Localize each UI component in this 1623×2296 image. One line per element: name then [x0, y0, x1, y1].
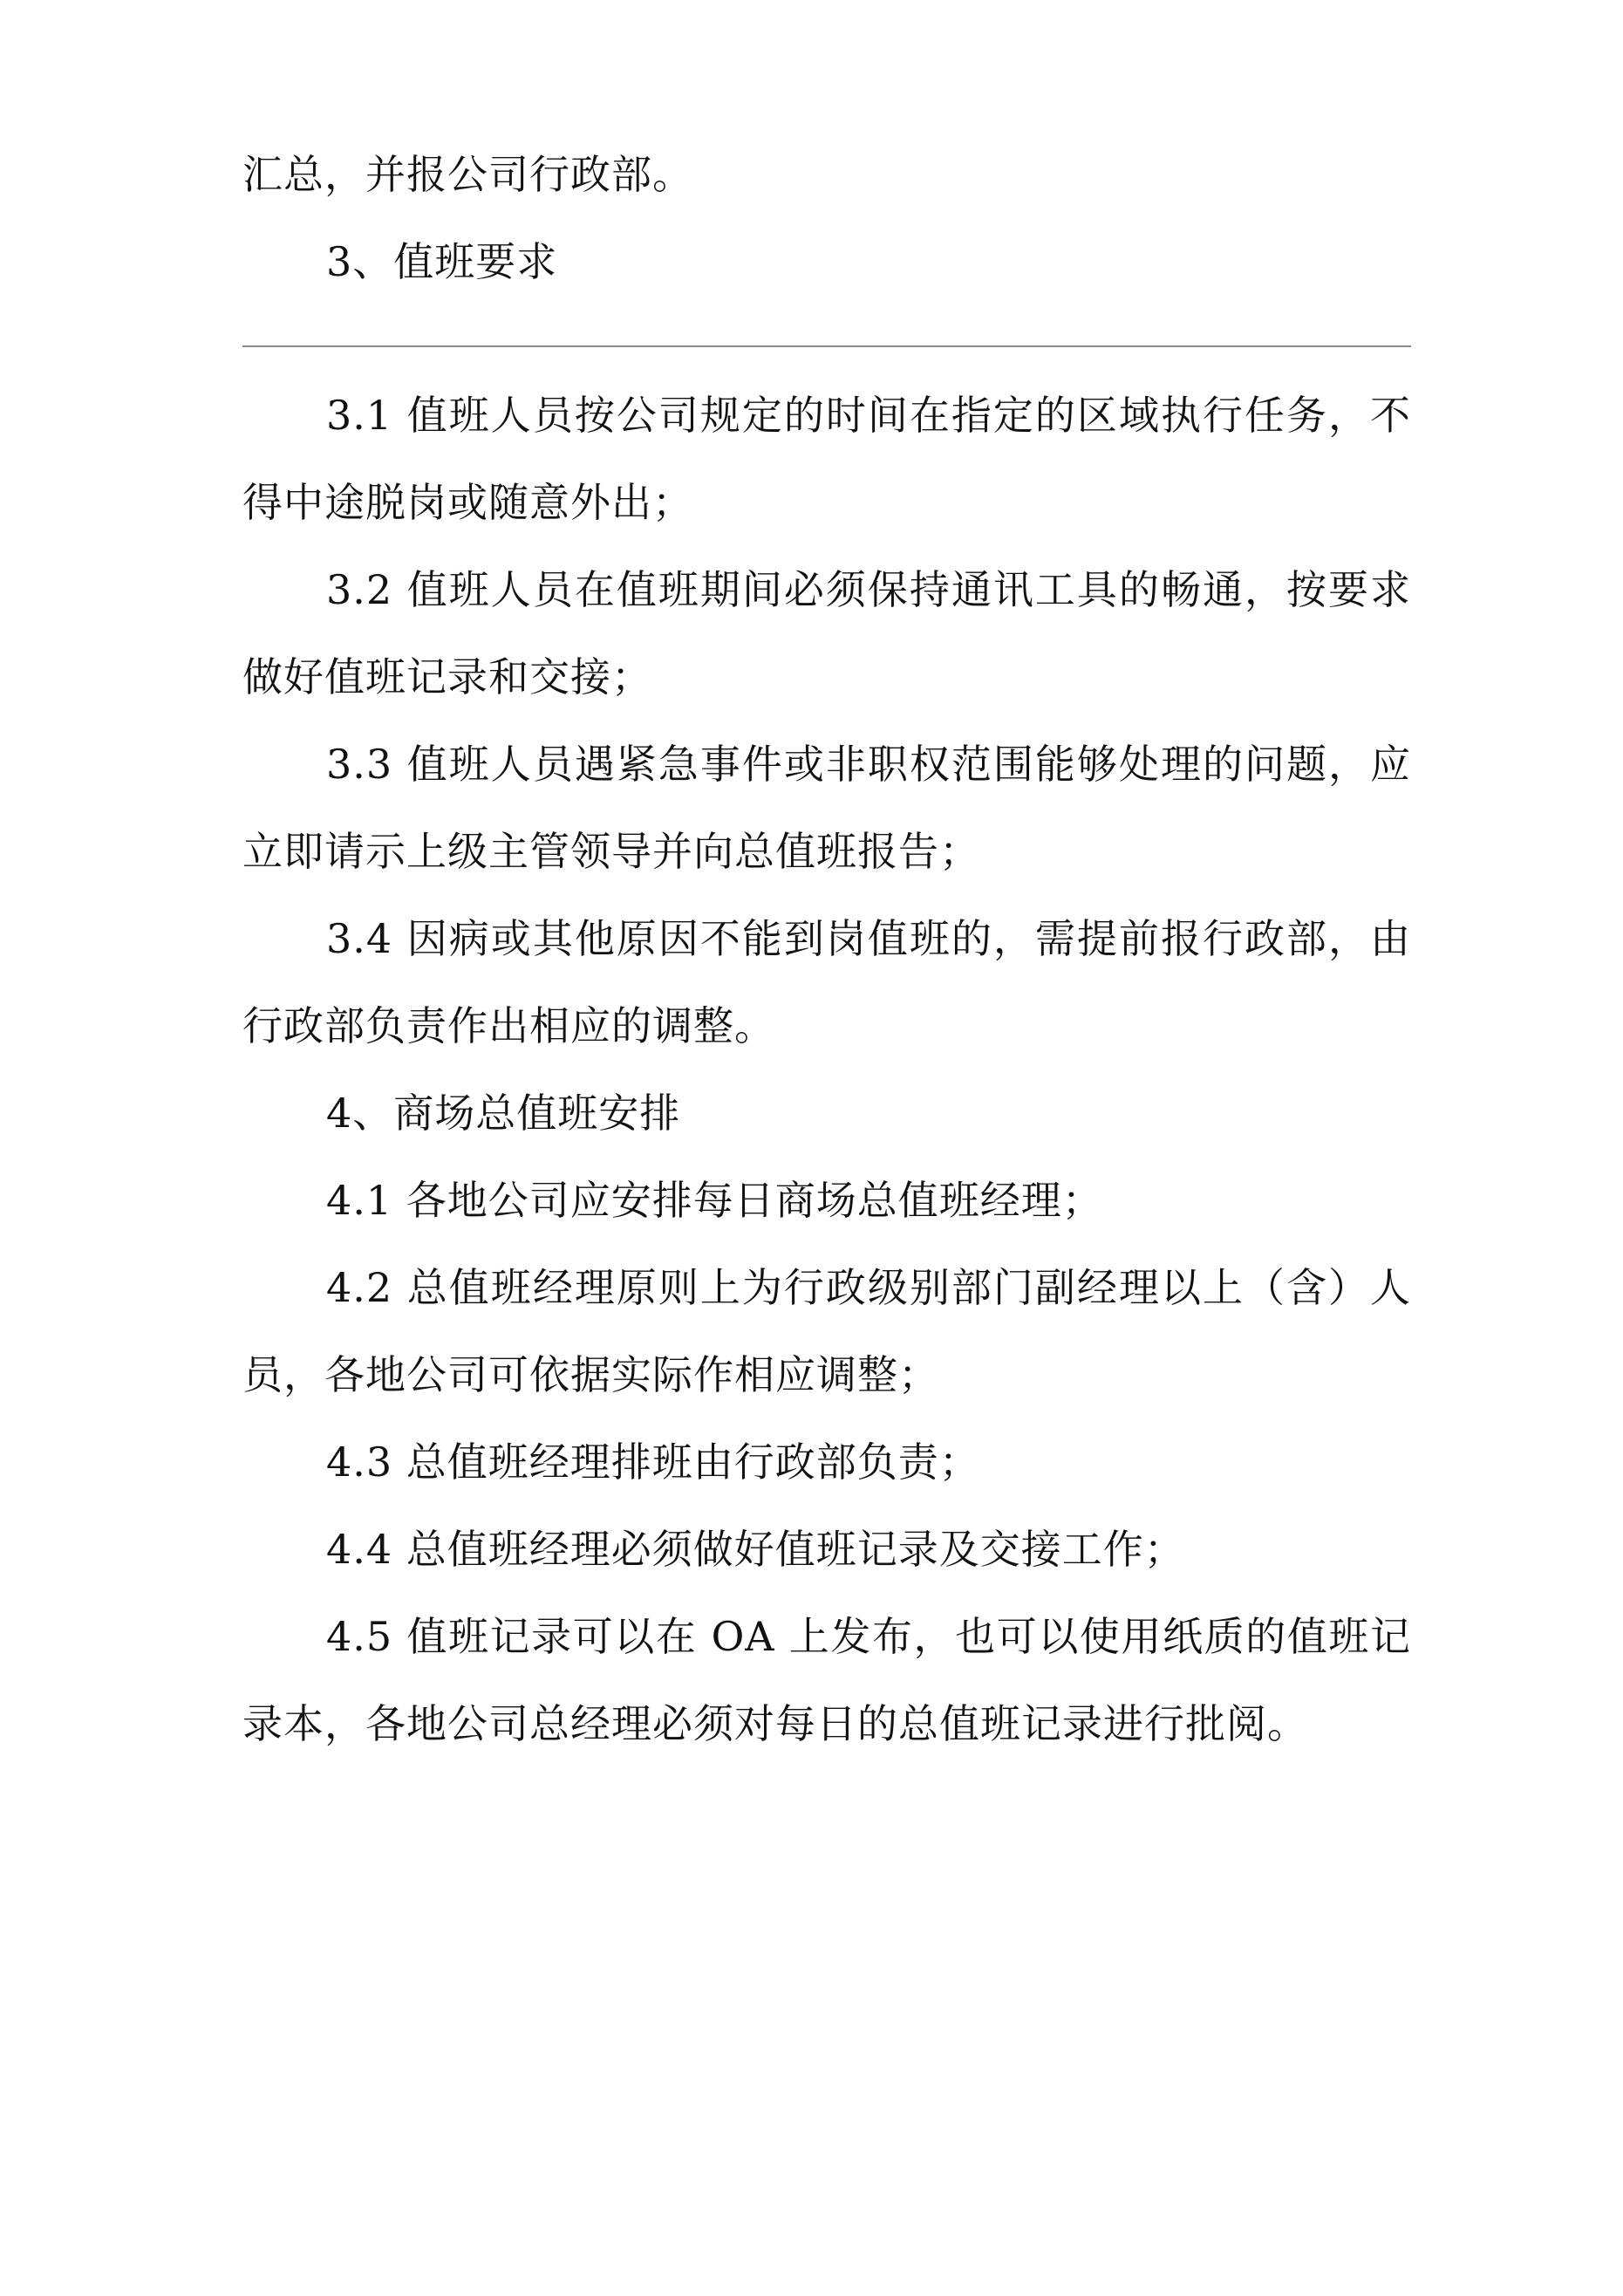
paragraph-4-2: 4.2 总值班经理原则上为行政级别部门副经理以上（含）人员，各地公司可依据实际作相应调整；	[242, 1264, 1411, 1398]
paragraph-top-0: 汇总，并报公司行政部。	[242, 151, 693, 198]
paragraph-4-3: 4.3 总值班经理排班由行政部负责；	[326, 1438, 980, 1486]
paragraph-3-4: 3.4 因病或其他原因不能到岗值班的，需提前报行政部，由行政部负责作出相应的调整。	[242, 915, 1411, 1049]
section-heading-duty-requirements: 3、值班要求	[326, 238, 558, 285]
paragraph-3-1: 3.1 值班人员按公司规定的时间在指定的区域执行任务，不得中途脱岗或随意外出；	[242, 392, 1411, 526]
paragraph-4-4: 4.4 总值班经理必须做好值班记录及交接工作；	[326, 1526, 1185, 1573]
paragraph-3-2: 3.2 值班人员在值班期间必须保持通讯工具的畅通，按要求做好值班记录和交接；	[242, 566, 1411, 700]
section-heading-mall-duty: 4、商场总值班安排	[326, 1090, 681, 1137]
paragraph-4-1: 4.1 各地公司应安排每日商场总值班经理；	[326, 1177, 1103, 1224]
paragraph-3-3: 3.3 值班人员遇紧急事件或非职权范围能够处理的问题，应立即请示上级主管领导并向总值班报告；	[242, 741, 1411, 875]
paragraph-4-5: 4.5 值班记录可以在 OA 上发布，也可以使用纸质的值班记录本，各地公司总经理必须对每日的总值班记录进行批阅。	[242, 1613, 1411, 1747]
page-break-rule	[242, 345, 1411, 347]
document-body	[242, 131, 1411, 1767]
